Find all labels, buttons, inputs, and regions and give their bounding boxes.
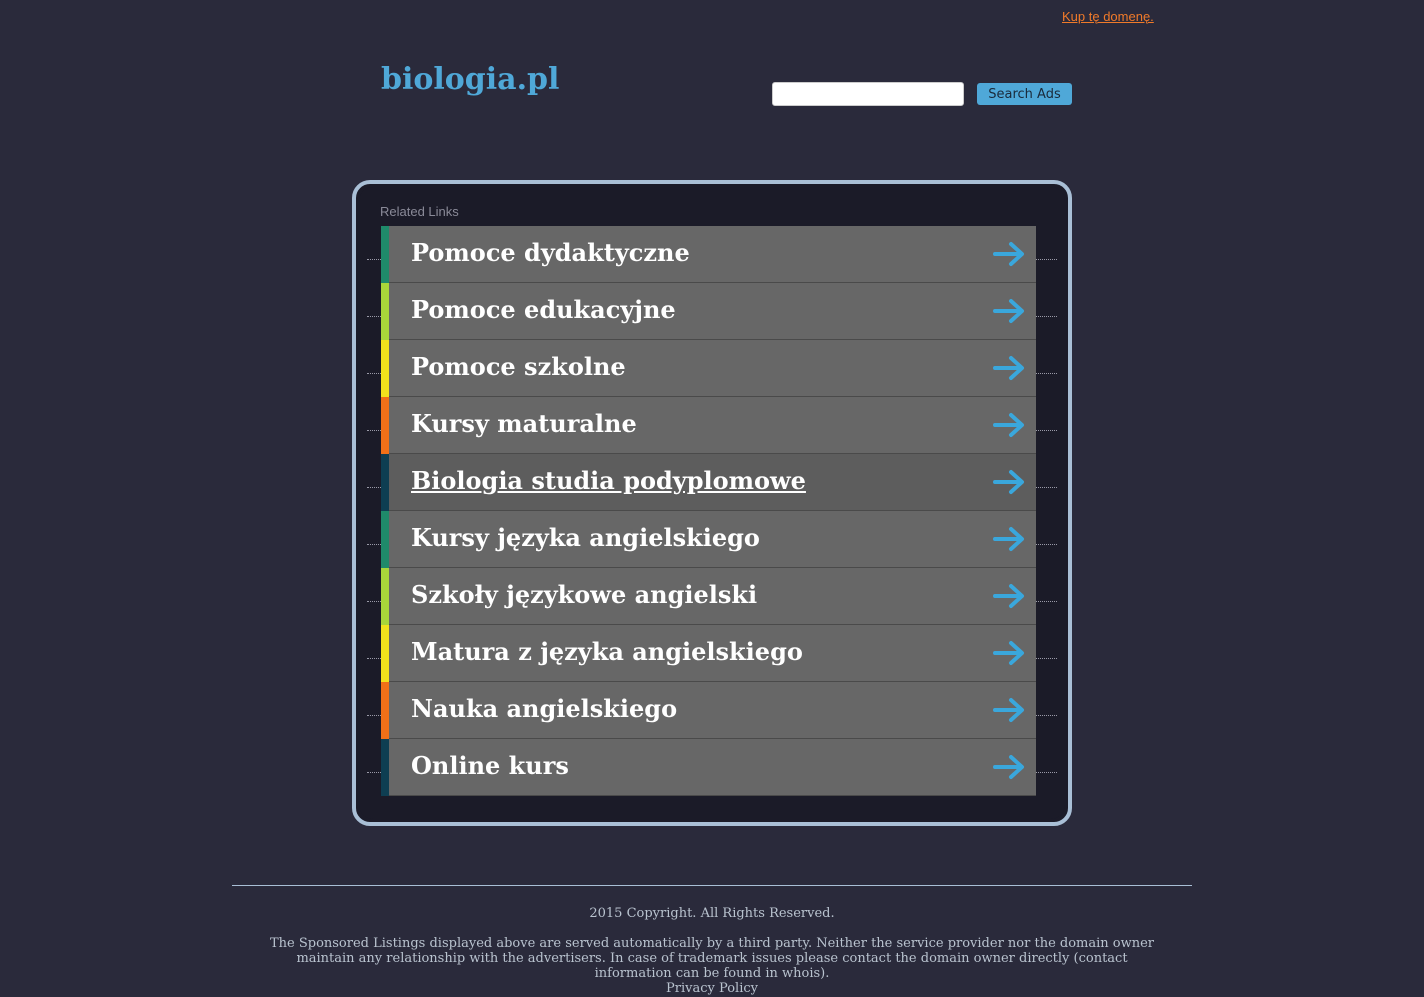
related-links-title: Related Links (380, 204, 459, 219)
search-ads-button[interactable]: Search Ads (977, 83, 1072, 105)
related-link-item[interactable] (381, 739, 1036, 796)
arrow-right-icon (993, 355, 1025, 381)
color-bar (381, 226, 389, 283)
arrow-right-icon (993, 469, 1025, 495)
related-link-item[interactable] (381, 511, 1036, 568)
related-link-label: Biologia studia podyplomowe (411, 466, 806, 495)
related-link-label: Nauka angielskiego (411, 694, 678, 723)
related-link-item[interactable] (381, 340, 1036, 397)
related-link-label: Kursy języka angielskiego (411, 523, 760, 552)
disclaimer-text: The Sponsored Listings displayed above are served automatically by a third party. Neither the service provider nor the domain owner maintain any relationship with the advertisers. In case of trademark issues please contact the domain owner directly (contact information can be found in whois). (269, 936, 1155, 981)
color-bar (381, 397, 389, 454)
arrow-right-icon (993, 298, 1025, 324)
arrow-right-icon (993, 526, 1025, 552)
color-bar (381, 568, 389, 625)
footer-divider (232, 885, 1192, 886)
related-link-item[interactable] (381, 625, 1036, 682)
related-link-item[interactable] (381, 283, 1036, 340)
related-link-label: Matura z języka angielskiego (411, 637, 803, 666)
related-link-label: Pomoce szkolne (411, 352, 626, 381)
related-link-item[interactable] (381, 397, 1036, 454)
site-title: biologia.pl (381, 62, 560, 97)
color-bar (381, 682, 389, 739)
related-link-label: Szkoły językowe angielski (411, 580, 758, 609)
arrow-right-icon (993, 640, 1025, 666)
color-bar (381, 340, 389, 397)
related-link-label: Online kurs (411, 751, 569, 780)
copyright-text: 2015 Copyright. All Rights Reserved. (589, 906, 835, 921)
arrow-right-icon (993, 583, 1025, 609)
color-bar (381, 283, 389, 340)
arrow-right-icon (993, 412, 1025, 438)
related-link-label: Pomoce dydaktyczne (411, 238, 690, 267)
color-bar (381, 511, 389, 568)
buy-domain-link[interactable]: Kup tę domenę. (1062, 9, 1154, 24)
arrow-right-icon (993, 754, 1025, 780)
related-links-list (381, 226, 1036, 796)
color-bar (381, 739, 389, 796)
related-link-item[interactable] (381, 568, 1036, 625)
related-link-item[interactable] (381, 454, 1036, 511)
related-link-item[interactable] (381, 682, 1036, 739)
arrow-right-icon (993, 241, 1025, 267)
related-link-label: Pomoce edukacyjne (411, 295, 676, 324)
related-link-label: Kursy maturalne (411, 409, 637, 438)
search-input[interactable] (772, 82, 964, 106)
arrow-right-icon (993, 697, 1025, 723)
color-bar (381, 454, 389, 511)
privacy-policy-link[interactable]: Privacy Policy (666, 981, 758, 996)
related-link-item[interactable] (381, 226, 1036, 283)
color-bar (381, 625, 389, 682)
